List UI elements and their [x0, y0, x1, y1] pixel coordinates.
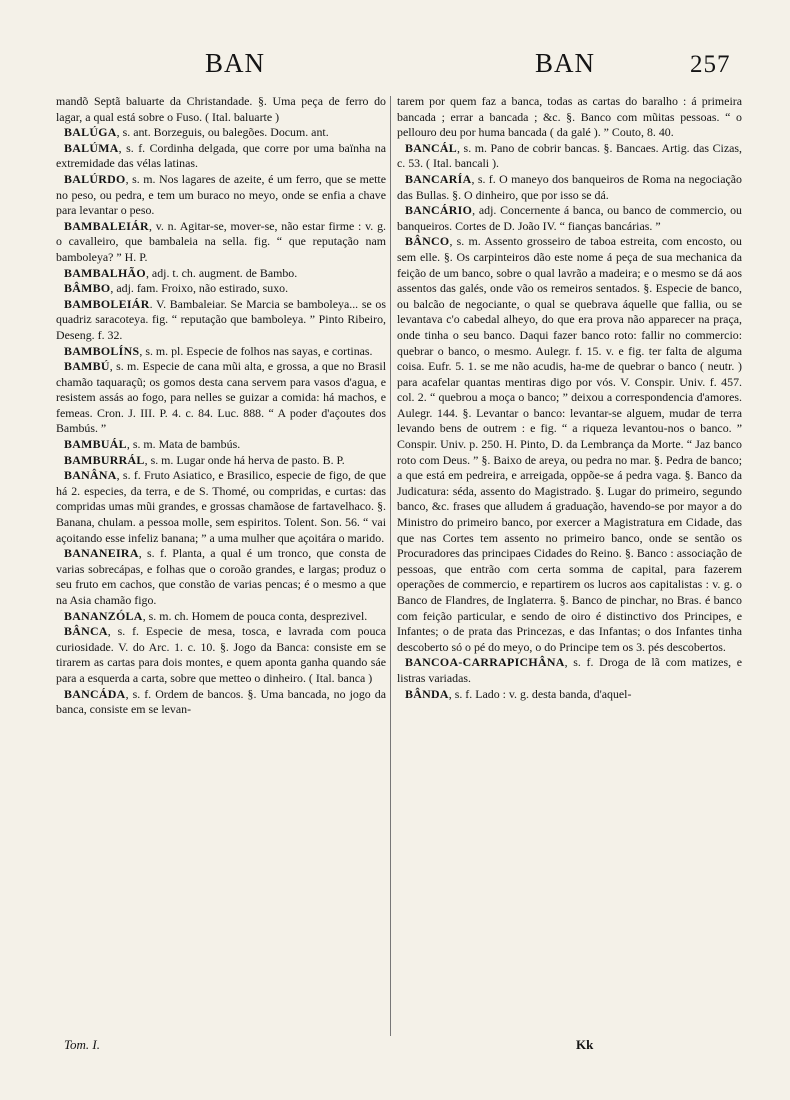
- dictionary-entry: [56, 125, 386, 141]
- entry-text: mandõ Septã baluarte da Christandade. §. Uma peça de ferro do lagar, a qual está sobre o Fuso. ( Ital. baluarte ): [56, 94, 386, 124]
- dictionary-entry: [397, 687, 742, 703]
- entry-text: , s. f. O maneyo dos banqueiros de Roma na negociação das Bullas. §. O dinheiro, que por isso se dá.: [397, 171, 742, 202]
- entry-text: tarem por quem faz a banca, todas as cartas do baralho : á primeira bancada ; errar a bancada ; &c. §. Banco com mũitas pessoas. “ o pellouro deu por huma bancada ( da galé ). ” Couto, 8. 40.: [397, 94, 742, 140]
- entry-headword: BALÚGA: [64, 125, 117, 140]
- entry-text: , s. m. pl. Especie de folhos nas sayas, e cortinas.: [139, 343, 373, 358]
- dictionary-entry: [56, 172, 386, 219]
- entry-headword: BAMBURRÁL: [64, 452, 145, 467]
- running-header: [0, 48, 790, 92]
- entry-text: , s. f. Ordem de bancos. §. Uma bancada, no jogo da banca, consiste em se levan-: [56, 686, 386, 717]
- entry-headword: BANCÁRIO: [405, 203, 473, 218]
- left-running-head: BAN: [205, 48, 266, 78]
- dictionary-entry: [397, 141, 742, 172]
- entry-text: , s. f. Planta, a qual é um tronco, que consta de varias sobrecápas, e folhas que o coroão grandes, e largas; produz o seu fruto em cachos, que constão de varias pencas; é o mesmo a que na Asia chamão figo.: [56, 546, 386, 607]
- entry-text: , s. m. Especie de cana mũi alta, e grossa, a que no Brasil chamão taquaraçũ; os gomos desta cana servem para vasos d'agua, e resistem assás ao fogo, para nelles se guizar a comida: há machos, e femeas. Cron. J. III. P. 4. c. 84. Luc. 888. “ A poder d'açoutes dos Bambús. ”: [56, 359, 386, 436]
- dictionary-entry: [397, 655, 742, 686]
- entry-text: , s. m. Nos lagares de azeite, é um ferro, que se mette no peso, ou pedra, e tem um buraco no meyo, onde se enfia a chave para levantar o peso.: [56, 171, 386, 218]
- entry-headword: BANANZÓLA: [64, 608, 143, 623]
- entry-headword: BÂMBO: [64, 281, 111, 296]
- dictionary-entry: [56, 453, 386, 469]
- page-number: 257: [690, 51, 731, 78]
- right-column: [397, 94, 742, 702]
- entry-headword: BÂNCO: [405, 234, 450, 249]
- entry-headword: BAMBOLÍNS: [64, 343, 140, 358]
- entry-text: , s. m. ch. Homem de pouca conta, desprezivel.: [142, 608, 368, 623]
- dictionary-entry: [56, 344, 386, 360]
- column-divider: [390, 96, 391, 1036]
- entry-headword: BAMBUÁL: [64, 437, 127, 452]
- entry-text: , adj. t. ch. augment. de Bambo.: [145, 265, 298, 280]
- dictionary-entry: [397, 94, 742, 141]
- dictionary-entry: [397, 234, 742, 655]
- entry-text: , s. m. Lugar onde há herva de pasto. B. P.: [144, 452, 345, 467]
- dictionary-entry: [56, 546, 386, 608]
- dictionary-entry: [56, 609, 386, 625]
- dictionary-entry: [56, 359, 386, 437]
- entry-text: , s. m. Assento grosseiro de taboa estreita, com encosto, ou sem elle. §. Os carpinteiros dão este nome á peça de sua mechanica da feição de um banco, sobre o qual lavrão a madeira; e o mesmo se dá aos assentos das galés, onde vão os remeiros sentados. §. Especie de banco, ou balcão de negociante, o qual se quebrava áquelle que fallia, ou se levantava c'o cabedal alheyo, do que era prova não apparecer na praça, onde tinha o seu banco. Daqui fazer banco roto: fallir no commercio: quebrar o banco, o mesmo. Aulegr. f. 15. v. e fig. ter falta de alguma coisa. Eufr. 5. 1. se me não acudis, ha-me de quebrar o banco ( neutr. ) para acafelar quantas mentiras digo por vós. V. Conspir. Univ. f. 457. col. 2. “ quebrou a moça o banco; ” deixou a correspondencia d'amores. Aulegr. 144. §. Levantar o banco: levantar-se alguem, mudar de terra levando bens de outrem : e fig. “ a riqueza levantou-nos o banco. ” Conspir. Univ. p. 250. H. Pinto, D. da Lembrança da Morte. “ Jaz banco roto com Deus. ” §. Baixo de areya, ou pedra no mar. §. Pedra de banco; a que está em pedreira, e arreigada, oppõe-se á pedra vaga. §. Banco da Judicatura: séda, assento do Magistrado. §. Lugar do primeiro, segundo banco, &c. frases que alludem á graduação, havendo-se por mayor a do Ministro do primeiro banco, por exercer a Magistratura em Cidade, das que nas Cortes tem assento no primeiro banco, onde se sentão os Procuradores das principaes Cidades do Reino. §. Banco : associação de pessoas, que entrão com certa somma de capital, para fazerem operações de commercio, e repartirem os lucros aos capitalistas : v. g. o Banco de Flandres, de Inglaterra. §. Banco de pinchar, no Bras. é banco com feição particular, e sendo de oiro é distinctivo dos Principes, e Infantes; o de prata das Princezas, e das Infantas; o dos Infantes tinha descoberto só o pé do meyo, o do Principe tem os 3. pés descobertos.: [397, 234, 742, 654]
- dictionary-entry: [56, 687, 386, 718]
- entry-headword: BANCOA-CARRAPICHÂNA: [405, 655, 565, 670]
- entry-headword: BAMBÚ: [64, 359, 110, 374]
- volume-label: Tom. I.: [64, 1037, 101, 1052]
- dictionary-entry: [56, 297, 386, 344]
- dictionary-entry: [397, 203, 742, 234]
- dictionary-entry: [56, 219, 386, 266]
- entry-headword: BALÚRDO: [64, 171, 126, 186]
- dictionary-entry: [397, 172, 742, 203]
- entry-text: , adj. Concernente á banca, ou banco de commercio, ou banqueiros. Cortes de D. João IV. “ fianças bancárias. ”: [397, 203, 742, 233]
- entry-headword: BANANEIRA: [64, 546, 139, 561]
- signature-mark: Kk: [576, 1037, 594, 1052]
- entry-text: , adj. fam. Froixo, não estirado, suxo.: [110, 281, 289, 296]
- dictionary-entry: [56, 468, 386, 546]
- dictionary-entry: [56, 94, 386, 125]
- dictionary-entry: [56, 141, 386, 172]
- entry-text: , s. ant. Borzeguis, ou balegões. Docum. ant.: [116, 125, 329, 140]
- entry-text: . V. Bambaleiar. Se Marcia se bamboleya... se os quadriz saracoteya. fig. “ reputação que bamboleya. ” Pinto Ribeiro, Deseng. f. 32.: [56, 296, 386, 342]
- entry-headword: BANCÁL: [405, 140, 458, 155]
- entry-headword: BANCARÍA: [405, 171, 472, 186]
- entry-headword: BANÂNA: [64, 468, 117, 483]
- entry-headword: BAMBOLEIÁR: [64, 296, 150, 311]
- entry-headword: BAMBALHÃO: [64, 265, 146, 280]
- entry-text: , v. n. Agitar-se, mover-se, não estar firme : v. g. o cavalleiro, que bambaleia na sella. fig. “ que reputação nam bamboleya? ” H. P.: [56, 218, 386, 264]
- entry-headword: BÂNCA: [64, 624, 108, 639]
- entry-text: , s. f. Cordinha delgada, que corre por uma baïnha na extremidade das vélas latinas.: [56, 140, 386, 171]
- entry-text: , s. m. Pano de cobrir bancas. §. Bancaes. Artig. das Cizas, c. 53. ( Ital. bancali ).: [397, 140, 742, 171]
- page-footer: [56, 1037, 742, 1063]
- entry-text: , s. f. Fruto Asiatico, e Brasilico, especie de figo, de que há 2. especies, da terra, e de S. Thomé, ou compridas, e curtas: das compridas umas mũi grandes, e grossas chamãose de fartavelhaco. §. Banana, chulam. a pessoa molle, sem espiritos. Tolent. Son. 56. “ vai açoitando esse infeliz banana; ” a uma mulher que açoitára o marido.: [56, 468, 386, 545]
- entry-text: , s. m. Mata de bambús.: [126, 437, 241, 452]
- dictionary-entry: [56, 437, 386, 453]
- entry-text: , s. f. Droga de lã com matizes, e listras variadas.: [397, 655, 742, 685]
- dictionary-entry: [56, 266, 386, 282]
- dictionary-entry: [56, 624, 386, 686]
- right-running-head: BAN: [535, 48, 596, 78]
- entry-headword: BANCÁDA: [64, 686, 126, 701]
- entry-headword: BAMBALEIÁR: [64, 218, 149, 233]
- entry-text: , s. f. Especie de mesa, tosca, e lavrada com pouca curiosidade. V. do Arc. 1. c. 10. §. Jogo da Banca: consiste em se tirarem as cartas para dois montes, e quem aponta ganha quando sáe para a esquerda a carta, sobre que metteo o dinheiro. ( Ital. banca ): [56, 624, 386, 685]
- entry-headword: BÂNDA: [405, 686, 449, 701]
- left-column: [56, 94, 386, 718]
- entry-text: , s. f. Lado : v. g. desta banda, d'aquel-: [448, 686, 632, 701]
- dictionary-entry: [56, 281, 386, 297]
- entry-headword: BALÚMA: [64, 140, 119, 155]
